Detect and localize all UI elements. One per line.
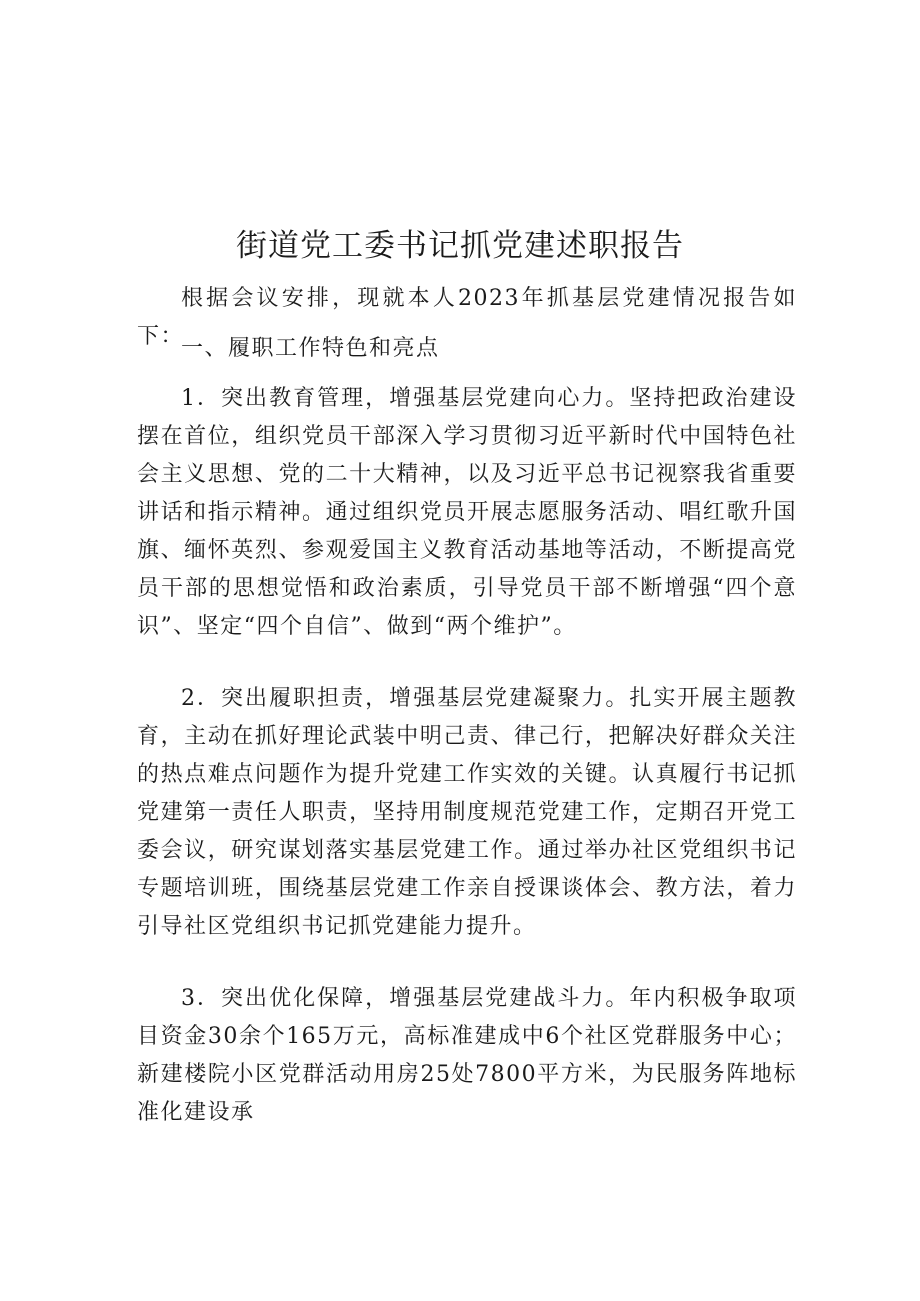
- document-title: 街道党工委书记抓党建述职报告: [236, 228, 684, 264]
- intro-paragraph: 根据会议安排，现就本人2023年抓基层党建情况报告如下：: [137, 286, 797, 349]
- section-heading: 一、履职工作特色和亮点: [181, 336, 440, 361]
- paragraph-2: 2．突出履职担责，增强基层党建凝聚力。扎实开展主题教育，主动在抓好理论武装中明己责、律己行，把解决好群众关注的热点难点问题作为提升党建工作实效的关键。认真履行书记抓党建第一责任人职责，坚持用制度规范党建工作，定期召开党工委会议，研究谋划落实基层党建工作。通过举办社区党组织书记专题培训班，围绕基层党建工作亲自授课谈体会、教方法，着力引导社区党组织书记抓党建能力提升。: [137, 686, 797, 939]
- paragraph-1: 1．突出教育管理，增强基层党建向心力。坚持把政治建设摆在首位，组织党员干部深入学习贯彻习近平新时代中国特色社会主义思想、党的二十大精神，以及习近平总书记视察我省重要讲话和指示精神。通过组织党员开展志愿服务活动、唱红歌升国旗、缅怀英烈、参观爱国主义教育活动基地等活动，不断提高党员干部的思想觉悟和政治素质，引导党员干部不断增强“四个意识”、坚定“四个自信”、做到“两个维护”。: [137, 386, 797, 639]
- paragraph-3: 3．突出优化保障，增强基层党建战斗力。年内积极争取项目资金30余个165万元，高标准建成中6个社区党群服务中心；新建楼院小区党群活动用房25处7800平方米，为民服务阵地标准化建设承: [137, 986, 797, 1125]
